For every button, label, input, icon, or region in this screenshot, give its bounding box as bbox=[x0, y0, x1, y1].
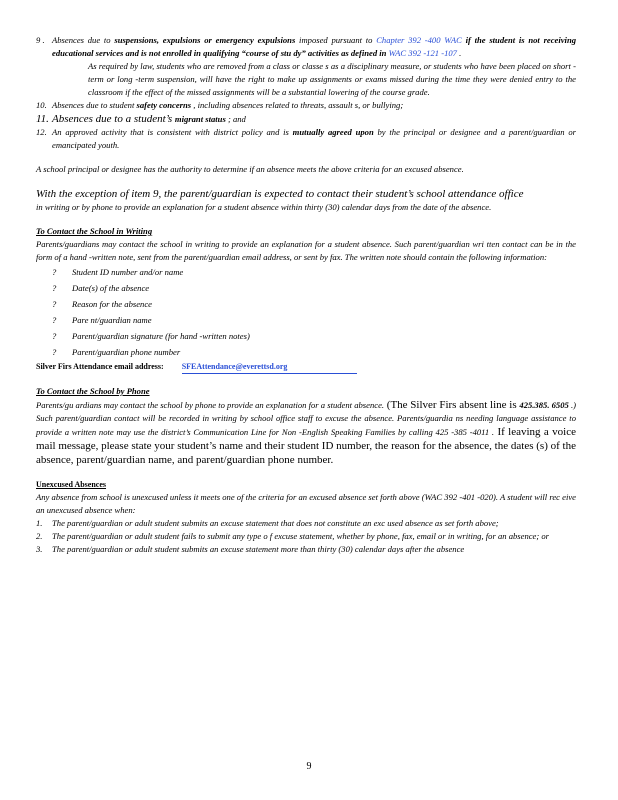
writing-heading: To Contact the School in Writing bbox=[36, 226, 153, 236]
list-item-11 bbox=[36, 112, 576, 126]
principal-paragraph: A school principal or designee has the authority to determine if an absence meets the above criteria for an excused absence. bbox=[36, 164, 464, 174]
list-item: ? Date(s) of the absence bbox=[52, 280, 576, 296]
bullet-icon: ? bbox=[52, 315, 57, 325]
list-item: ? Reason for the absence bbox=[52, 296, 576, 312]
list-item: ? Parent/guardian phone number bbox=[52, 344, 576, 360]
exception-rest: in writing or by phone to provide an explanation for a student absence within thirty (30) calendar days from the date of the absence. bbox=[36, 202, 492, 212]
list-item: ? Pare nt/guardian name bbox=[52, 312, 576, 328]
item-text: Absences due to student safety concerns , including absences related to threats, assault s, or bullying; bbox=[52, 100, 404, 110]
bullet-icon: ? bbox=[52, 283, 57, 293]
item-number: 9 . bbox=[36, 35, 45, 45]
emphasis-text: suspensions, expulsions or emergency expulsions bbox=[114, 35, 296, 45]
absent-line-number: 425.385. 6505 bbox=[519, 400, 569, 410]
attendance-email-link[interactable]: SFEAttendance@everettsd.org bbox=[182, 360, 358, 374]
wac-link-2[interactable]: WAC 392 -121 -107 bbox=[388, 48, 457, 58]
list-item: 1. The parent/guardian or adult student submits an excuse statement that does not constitute an exc used absence as set forth above; bbox=[36, 518, 499, 528]
wac-link[interactable]: Chapter 392 -400 WAC bbox=[376, 35, 462, 45]
page-number: 9 bbox=[306, 761, 312, 772]
item-text: Absences due to a student’s migrant status ; and bbox=[52, 113, 246, 125]
attendance-email-line bbox=[36, 360, 576, 374]
item-number: 2. bbox=[36, 531, 43, 541]
writing-paragraph: Parents/guardians may contact the school in writing to provide an explanation for a student absence. Such parent/guardian wri tten contact can be in the form of a hand -written note, sent from the parent/guardian email address, or sent by fax. The written note should contain the following information: bbox=[36, 239, 576, 262]
bullet-icon: ? bbox=[52, 299, 57, 309]
unexcused-heading: Unexcused Absences bbox=[36, 480, 107, 489]
item-text: An approved activity that is consistent with district policy and is mutually agreed upon by the principal or designee and a parent/guardian or emancipated youth. bbox=[52, 127, 576, 150]
exception-lead: With the exception of item 9, the parent/guardian is expected to contact their student’s school attendance office bbox=[36, 188, 524, 200]
item-number: 11. bbox=[36, 113, 49, 125]
unexcused-paragraph: Any absence from school is unexcused unless it meets one of the criteria for an excused absence set forth above (WAC 392 -401 -020). A student will rec eive an unexcused absence when: bbox=[36, 492, 576, 515]
list-item-10 bbox=[36, 99, 576, 112]
item-number: 12. bbox=[36, 127, 47, 137]
list-item: ? Parent/guardian signature (for hand -written notes) bbox=[52, 328, 576, 344]
phone-paragraph: Parents/gu ardians may contact the school by phone to provide an explanation for a student absence. (The Silver Firs absent line is 425.385. 6505 .) Such parent/guardian contact will be recorded in writing by school office staff to excuse the absence. Parents/guardia ns needing language assistance to provide a written note may use the district’s Communication Line for Non -English Speaking Families by calling 425 -385 -4011 . If leaving a voice mail message, please state your student’s name and their student ID number, the reason for the absence, the dates (s) of the absence, parent/guardian name, and parent/guardian phone number. bbox=[36, 399, 577, 466]
list-item: 2. The parent/guardian or adult student fails to submit any type o f excuse statement, whether by phone, fax, email or in writing, for an absence; or bbox=[36, 531, 550, 541]
info-list bbox=[36, 264, 576, 360]
list-item: 3. The parent/guardian or adult student submits an excuse statement more than thirty (30) calendar days after the absence bbox=[36, 544, 465, 554]
phone-heading: To Contact the School by Phone bbox=[36, 386, 150, 396]
item-text: Absences due to suspensions, expulsions or emergency expulsions imposed pursuant to Chapter 392 -400 WAC if the student is not receiving educational services and is not enrolled in qualifying “course of stu dy” activities as defined in WAC 392 -121 -107 . bbox=[52, 35, 577, 58]
item-number: 3. bbox=[36, 544, 43, 554]
item-9-subtext: As required by law, students who are removed from a class or classe s as a disciplinary measure, or students who have been placed on short -term or long -term suspension, will have the right to make up assignments or exams missed during the time they were denied entry to the classroom if the effect of the missed assignments will be a substantial lowering of the course grade. bbox=[88, 61, 576, 97]
bullet-icon: ? bbox=[52, 331, 57, 341]
bullet-icon: ? bbox=[52, 347, 57, 357]
document-page bbox=[36, 34, 576, 556]
list-item-12 bbox=[36, 126, 576, 152]
item-number: 1. bbox=[36, 518, 43, 528]
email-label: Silver Firs Attendance email address: bbox=[36, 362, 164, 371]
bullet-icon: ? bbox=[52, 267, 57, 277]
list-item-9 bbox=[36, 34, 576, 60]
list-item: ? Student ID number and/or name bbox=[52, 264, 576, 280]
item-number: 10. bbox=[36, 100, 47, 110]
